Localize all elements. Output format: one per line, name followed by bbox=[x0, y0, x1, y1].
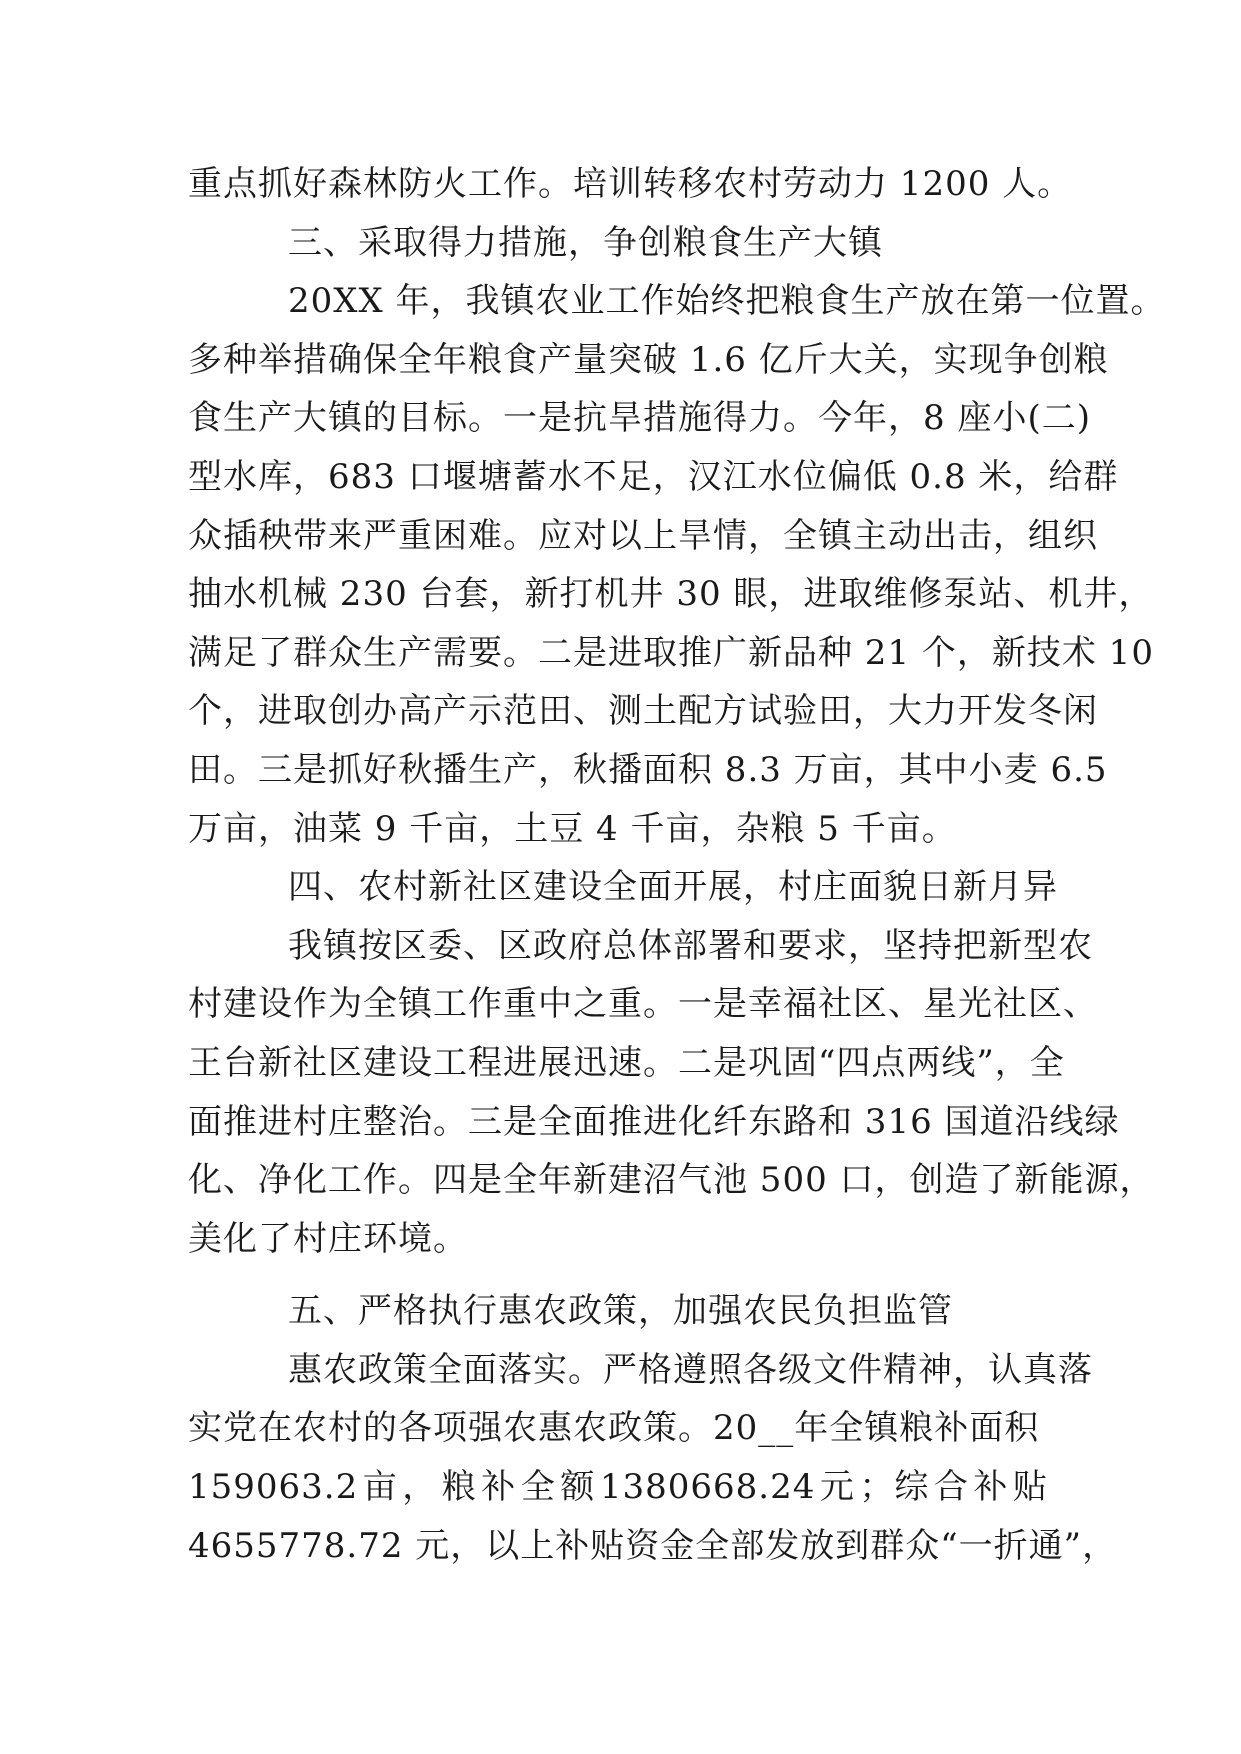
section-heading-4: 四、农村新社区建设全面开展，村庄面貌日新月异 bbox=[288, 867, 1058, 908]
body-line: 个，进取创办高产示范田、测土配方试验田，大力开发冬闲 bbox=[188, 691, 1098, 732]
word: ， bbox=[402, 1467, 438, 1508]
body-line: 万亩，油菜 9 千亩，土豆 4 千亩，杂粮 5 千亩。 bbox=[188, 808, 957, 849]
body-line: 4655778.72 元，以上补贴资金全部发放到群众“一折通”， bbox=[188, 1525, 1118, 1566]
body-line: 重点抓好森林防火工作。培训转移农村劳动力 1200 人。 bbox=[188, 164, 1073, 204]
word: 贴 bbox=[1012, 1467, 1048, 1508]
paragraph-start: 我镇按区委、区政府总体部署和要求，坚持把新型农 bbox=[288, 925, 1093, 966]
word: 1380668.24 bbox=[599, 1467, 816, 1508]
body-line: 村建设作为全镇工作重中之重。一是幸福社区、星光社区、 bbox=[188, 984, 1098, 1025]
word: 补 bbox=[973, 1467, 1009, 1508]
word: ；综 bbox=[859, 1467, 930, 1508]
body-line: 多种举措确保全年粮食产量突破 1.6 亿斤大关，实现争创粮 bbox=[188, 339, 1109, 380]
body-line: 型水库，683 口堰塘蓄水不足，汉江水位偏低 0.8 米，给群 bbox=[188, 456, 1119, 497]
paragraph-start: 惠农政策全面落实。严格遵照各级文件精神，认真落 bbox=[288, 1349, 1093, 1390]
body-line: 田。三是抓好秋播生产，秋播面积 8.3 万亩，其中小麦 6.5 bbox=[188, 749, 1108, 790]
justified-body-line bbox=[188, 1458, 1048, 1517]
word: 元 bbox=[819, 1467, 855, 1508]
body-line: 食生产大镇的目标。一是抗旱措施得力。今年，8 座小(二) bbox=[188, 398, 1091, 439]
word: 亩 bbox=[362, 1467, 398, 1508]
body-line: 抽水机械 230 台套，新打机井 30 眼，进取维修泵站、机井， bbox=[188, 574, 1154, 615]
body-line: 面推进村庄整治。三是全面推进化纤东路和 316 国道沿线绿 bbox=[188, 1101, 1120, 1142]
word: 159063.2 bbox=[188, 1467, 359, 1508]
paragraph-start: 20XX 年，我镇农业工作始终把粮食生产放在第一位置。 bbox=[288, 281, 1166, 322]
document-body bbox=[188, 155, 1166, 1575]
word: 补 bbox=[481, 1467, 517, 1508]
body-line: 实党在农村的各项强农惠农政策。20__年全镇粮补面积 bbox=[188, 1408, 1040, 1449]
word: 合 bbox=[933, 1467, 969, 1508]
body-line: 美化了村庄环境。 bbox=[188, 1218, 468, 1259]
word: 全 bbox=[520, 1467, 556, 1508]
spacer bbox=[188, 1268, 1048, 1282]
word: 额 bbox=[560, 1467, 596, 1508]
word: 粮 bbox=[441, 1467, 477, 1508]
body-line: 王台新社区建设工程进展迅速。二是巩固“四点两线”，全 bbox=[188, 1042, 1065, 1083]
section-heading-5: 五、严格执行惠农政策，加强农民负担监管 bbox=[288, 1291, 953, 1332]
body-line: 众插秧带来严重困难。应对以上旱情，全镇主动出击，组织 bbox=[188, 515, 1098, 556]
section-heading-3: 三、采取得力措施，争创粮食生产大镇 bbox=[288, 222, 883, 263]
body-line: 化、净化工作。四是全年新建沼气池 500 口，创造了新能源， bbox=[188, 1160, 1155, 1201]
body-line: 满足了群众生产需要。二是进取推广新品种 21 个，新技术 10 bbox=[188, 632, 1154, 673]
